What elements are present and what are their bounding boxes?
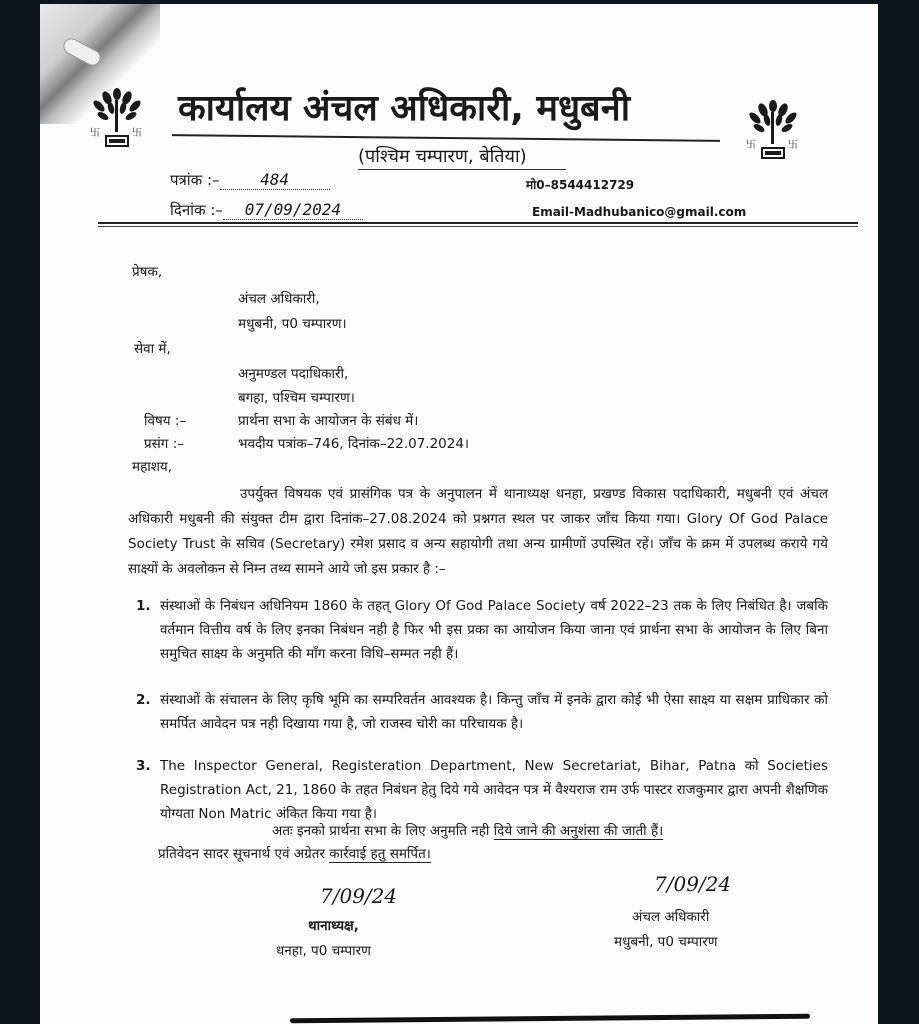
bihar-emblem-left-icon — [86, 86, 148, 150]
svg-text:卐: 卐 — [746, 140, 756, 151]
left-signature: 7/09/24 — [320, 884, 398, 908]
letter-number — [170, 170, 330, 190]
right-signatory-place: मधुबनी, प0 चम्पारण — [614, 934, 718, 950]
finding-text: The Inspector General, Registeration Department, New Secretariat, Bihar, Patna को Societies Registration Act, 21, 1860 के तहत निबंधन हेतु दिये गये आवेदन पत्र में वैश्यराज राम उर्फ पास्टर राजकुमार द्वारा अपनी शैक्षणिक योग्यता Non Matric अंकित किया गया है। — [160, 758, 828, 822]
finding-number: 1. — [136, 598, 151, 614]
title-underline — [172, 134, 720, 142]
salutation: महाशय, — [132, 459, 173, 475]
recipient-label: सेवा में, — [134, 341, 171, 357]
conclusion-underlined-recommendation: दिये जाने की अनुशंसा की जाती हैं। — [493, 823, 664, 839]
finding-item — [136, 594, 828, 666]
right-signature: 7/09/24 — [654, 872, 732, 896]
letter-number-label: पत्रांक :– — [170, 171, 220, 189]
sender-line-2: मधुबनी, प0 चम्पारण। — [238, 316, 347, 332]
conclusion-prefix: अतः इनको प्रार्थना सभा के लिए अनुमति नही — [272, 823, 494, 839]
finding-number: 2. — [136, 692, 151, 708]
finding-text: संस्थाओं के संचालन के लिए कृषि भूमि का सम्परिवर्तन आवश्यक है। किन्तु जाँच में इनके द्वारा कोई भी ऐसा साक्ष्य या सक्षम प्राधिकार को समर्पित आवेदन पत्र नही दिखाया गया है, जो राजस्व चोरी का परिचायक है। — [160, 692, 828, 732]
finding-item — [136, 688, 828, 736]
header-rule-thin — [98, 226, 858, 227]
svg-text:卐: 卐 — [90, 128, 100, 139]
subject-label: विषय :– — [144, 413, 187, 429]
bihar-emblem-right-icon — [742, 98, 804, 162]
office-title: कार्यालय अंचल अधिकारी, मधुबनी — [178, 88, 631, 129]
svg-text:卐: 卐 — [788, 140, 798, 151]
sender-label: प्रेषक, — [132, 264, 163, 280]
conclusion-line2-prefix: प्रतिवेदन सादर सूचनार्थ एवं अग्रेतर — [158, 846, 330, 862]
phone-number: मो0–8544412729 — [526, 178, 635, 192]
left-signatory-title: थानाध्यक्ष, — [308, 918, 359, 934]
reference-label: प्रसंग :– — [144, 436, 184, 452]
finding-text: संस्थाओं के निबंधन अधिनियम 1860 के तहत् Glory Of God Palace Society वर्ष 2022–23 तक के लिए निबंधित है। जबकि वर्तमान वित्तीय वर्ष के लिए इनका निबंधन नही है फिर भी इस प्रका का आयोजन किया जाना एवं प्रार्थना सभा के आयोजन के लिए बिना समुचित साक्ष्य के अनुमति की माँग करना विधि–सम्मत नही हैं। — [160, 598, 828, 662]
letter-date — [170, 200, 363, 220]
left-signatory-place: धनहा, प0 चम्पारण — [276, 943, 371, 959]
letter-number-value: 484 — [220, 170, 330, 190]
conclusion-line-2 — [158, 842, 431, 867]
intro-paragraph: उपर्युक्त विषयक एवं प्रासंगिक पत्र के अनुपालन में थानाध्यक्ष धनहा, प्रखण्ड विकास पदाधिकारी, मधुबनी एवं अंचल अधिकारी मधुबनी की संयुक्त टीम द्वारा दिनांक–27.08.2024 को प्रश्नगत स्थल पर जाकर जाँच किया गया। Glory Of God Palace Society Trust के सचिव (Secretary) रमेश प्रसाद व अन्य सहायोगी तथा अन्य ग्रामीणों उपस्थित रहें। जाँच के क्रम में उपलब्ध कराये गये साक्ष्यों के अवलोकन से निम्न तथ्य सामने आये जो इस प्रकार है :– — [128, 486, 828, 577]
svg-text:卐: 卐 — [132, 128, 142, 139]
recipient-line-2: बगहा, पश्चिम चम्पारण। — [238, 390, 355, 406]
finding-number: 3. — [136, 758, 151, 774]
header-rule — [98, 222, 858, 224]
subject-text: प्रार्थना सभा के आयोजन के संबंध में। — [238, 413, 419, 429]
finding-item — [136, 754, 828, 826]
bottom-edge-stroke — [290, 1014, 810, 1024]
letter-date-label: दिनांक :– — [170, 201, 223, 219]
recipient-line-1: अनुमण्डल पदाधिकारी, — [238, 366, 349, 382]
letter-date-value: 07/09/2024 — [223, 200, 363, 220]
office-subtitle: (पश्चिम चम्पारण, बेतिया) — [358, 146, 527, 167]
letter-page — [40, 4, 878, 1024]
email-address: Email-Madhubanico@gmail.com — [532, 205, 747, 219]
reference-text: भवदीय पत्रांक–746, दिनांक–22.07.2024। — [238, 436, 470, 452]
sender-line-1: अंचल अधिकारी, — [238, 291, 320, 307]
right-signatory-title: अंचल अधिकारी — [632, 909, 710, 925]
subtitle-underline — [358, 169, 566, 170]
conclusion-line-1 — [272, 819, 663, 844]
conclusion-underlined-action: कार्रवाई हतु समर्पित। — [329, 846, 431, 862]
